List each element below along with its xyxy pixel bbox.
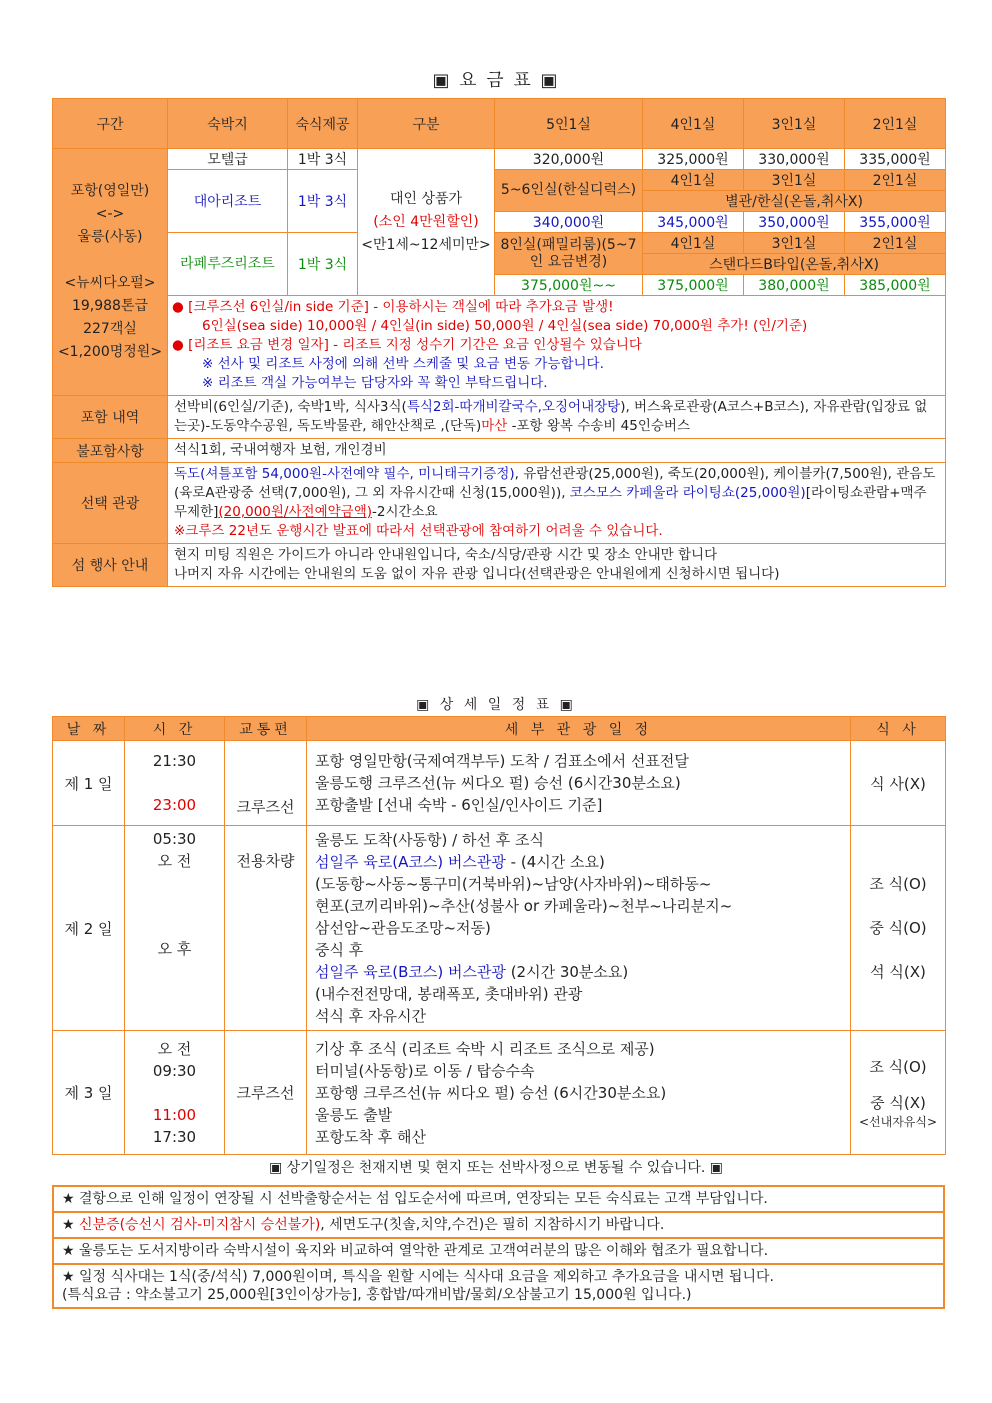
motel-price-4: 325,000원 (643, 149, 744, 170)
header-meal: 식 사 (851, 717, 946, 741)
header-3p: 3인1실 (744, 99, 845, 149)
daari-price-3: 350,000원 (744, 212, 845, 233)
notice-2: ★ 신분증(승선시 검사-미지참시 승선불가), 세면도구(칫솔,치약,수건)은 필히 지참하시기 바랍니다. (53, 1212, 944, 1238)
schedule-title: ▣ 상 세 일 정 표 ▣ (416, 697, 576, 713)
lapeo-h2: 2인1실 (845, 233, 946, 254)
include-content: 선박비(6인실/기준), 숙박1박, 식사3식(특식2회-따개비칼국수,오징어내장탕), 버스육로관광(A코스+B코스), 자유관람(입장료 없는곳)-도동약수공원, 독도박물관, 해안산책로 ,(단독)마산 -포항 왕복 수송비 45인승버스 (168, 396, 946, 439)
lapeo-price-5: 375,000원~~ (495, 275, 643, 296)
header-route: 구간 (53, 99, 168, 149)
guide-label: 섬 행사 안내 (53, 544, 168, 587)
header-meals: 숙식제공 (288, 99, 358, 149)
lapeo-price-3: 380,000원 (744, 275, 845, 296)
header-itinerary: 세 부 관 광 일 정 (307, 717, 851, 741)
lapeo-h3: 3인1실 (744, 233, 845, 254)
day1-transport: 크루즈선 (225, 741, 307, 826)
header-category: 구분 (358, 99, 495, 149)
header-4p: 4인1실 (643, 99, 744, 149)
schedule-footnote: ▣ 상기일정은 천재지변 및 현지 또는 선박사정으로 변동될 수 있습니다. ▣ (268, 1160, 724, 1176)
day1-meal: 식 사(X) (851, 741, 946, 826)
day3-meal: 조 식(O) 중 식(X) <선내자유식> (851, 1031, 946, 1155)
header-lodging: 숙박지 (168, 99, 288, 149)
option-content: 독도(셔틀포함 54,000원-사전예약 필수, 미니태극기증정), 유람선관광(25,000원), 죽도(20,000원), 케이블카(7,500원), 관음도(육로A관광중 선택(7,000원), 그 외 자유시간때 신청(15,000원)), 코스모스 카페울라 라이팅쇼(25,000원)[라이팅쇼관람+맥주무제한](20,000원/사전예약금액)-2시간소요 ※크루즈 22년도 운행시간 발표에 따라서 선택관광에 참여하기 어려울 수 있습니다. (168, 463, 946, 544)
notice-1: ★ 결항으로 인해 일정이 연장될 시 선박출항순서는 섬 입도순서에 따르며, 연장되는 모든 숙식료는 고객 부담입니다. (53, 1186, 944, 1212)
daari-meal: 1박 3식 (288, 170, 358, 233)
page-title: ▣ 요 금 표 ▣ (432, 70, 560, 91)
daari-price-5: 340,000원 (495, 212, 643, 233)
day2-label: 제 2 일 (53, 826, 125, 1031)
lapeo-name: 라페루즈리조트 (168, 233, 288, 296)
lapeo-roomtype: 스탠다드B타입(온돌,취사X) (643, 254, 946, 275)
daari-h3: 3인1실 (744, 170, 845, 191)
day1-label: 제 1 일 (53, 741, 125, 826)
notice-4: ★ 일정 식사대는 1식(중/석식) 7,000원이며, 특식을 원할 시에는 식사대 요금을 제외하고 추가요금을 내시면 됩니다. (특식요금 : 약소불고기 25,000원[3인이상가능], 홍합밥/따개비밥/물회/오삼불고기 15,000원 입니다.) (53, 1264, 944, 1308)
exclude-label: 불포함사항 (53, 439, 168, 463)
daari-h4: 4인1실 (643, 170, 744, 191)
lapeo-price-4: 375,000원 (643, 275, 744, 296)
price-table (52, 98, 946, 587)
daari-name: 대아리조트 (168, 170, 288, 233)
motel-name: 모텔급 (168, 149, 288, 170)
header-2p: 2인1실 (845, 99, 946, 149)
lapeo-room: 8인실(패밀리룸)(5~7인 요금변경) (495, 233, 643, 275)
daari-h2: 2인1실 (845, 170, 946, 191)
day2-meal: 조 식(O) 중 식(O) 석 식(X) (851, 826, 946, 1031)
header-transport: 교통편 (225, 717, 307, 741)
motel-price-3: 330,000원 (744, 149, 845, 170)
header-time: 시 간 (125, 717, 225, 741)
option-label: 선택 관광 (53, 463, 168, 544)
include-label: 포함 내역 (53, 396, 168, 439)
day3-label: 제 3 일 (53, 1031, 125, 1155)
day2-times: 05:30 오 전 오 후 (125, 826, 225, 1031)
lapeo-h4: 4인1실 (643, 233, 744, 254)
category-cell: 대인 상품가 (소인 4만원할인) <만1세~12세미만> (358, 149, 495, 296)
notice-table (52, 1185, 945, 1309)
price-notes: ● [크루즈선 6인실/in side 기준] - 이용하시는 객실에 따라 추가요금 발생! 6인실(sea side) 10,000원 / 4인실(in side) 50,000원 / 4인실(sea side) 70,000원 추가! (인/기준) ● [리조트 요금 변경 일자] - 리조트 지정 성수기 기간은 요금 인상될수 있습니다 ※ 선사 및 리조트 사정에 의해 선박 스케줄 및 요금 변동 가능합니다. ※ 리조트 객실 가능여부는 담당자와 꼭 확인 부탁드립니다. (168, 296, 946, 396)
daari-roomtype: 별관/한실(온돌,취사X) (643, 191, 946, 212)
day2-transport: 전용차량 (225, 826, 307, 1031)
exclude-content: 석식1회, 국내여행자 보험, 개인경비 (168, 439, 946, 463)
daari-price-2: 355,000원 (845, 212, 946, 233)
day1-itinerary: 포항 영일만항(국제여객부두) 도착 / 검표소에서 선표전달 울릉도행 크루즈선(뉴 씨다오 펄) 승선 (6시간30분소요) 포항출발 [선내 숙박 - 6인실/인사이드 기준] (307, 741, 851, 826)
guide-content: 현지 미팅 직원은 가이드가 아니라 안내원입니다, 숙소/식당/관광 시간 및 장소 안내만 합니다 나머지 자유 시간에는 안내원의 도움 없이 자유 관광 입니다(선택관광은 안내원에게 신청하시면 됩니다) (168, 544, 946, 587)
motel-price-5: 320,000원 (495, 149, 643, 170)
day2-itinerary: 울릉도 도착(사동항) / 하선 후 조식 섬일주 육로(A코스) 버스관광 - (4시간 소요) (도동항~사동~통구미(거북바위)~남양(사자바위)~태하동~ 현포(코끼리바위)~추산(성불사 or 카페울라)~천부~나리분지~ 삼선암~관음도조망~저동) 중식 후 섬일주 육로(B코스) 버스관광 (2시간 30분소요) (내수전전망대, 봉래폭포, 촛대바위) 관광 석식 후 자유시간 (307, 826, 851, 1031)
header-5p: 5인1실 (495, 99, 643, 149)
day3-itinerary: 기상 후 조식 (리조트 숙박 시 리조트 조식으로 제공) 터미널(사동항)로 이동 / 탑승수속 포항행 크루즈선(뉴 씨다오 펄) 승선 (6시간30분소요) 울릉도 출발 포항도착 후 해산 (307, 1031, 851, 1155)
motel-price-2: 335,000원 (845, 149, 946, 170)
daari-price-4: 345,000원 (643, 212, 744, 233)
lapeo-meal: 1박 3식 (288, 233, 358, 296)
motel-meal: 1박 3식 (288, 149, 358, 170)
notice-3: ★ 울릉도는 도서지방이라 숙박시설이 육지와 비교하여 열악한 관계로 고객여러분의 많은 이해와 협조가 필요합니다. (53, 1238, 944, 1264)
daari-room: 5~6인실(한실디럭스) (495, 170, 643, 212)
lapeo-price-2: 385,000원 (845, 275, 946, 296)
header-date: 날 짜 (53, 717, 125, 741)
day3-transport: 크루즈선 (225, 1031, 307, 1155)
day3-times: 오 전 09:30 11:00 17:30 (125, 1031, 225, 1155)
day1-times: 21:30 23:00 (125, 741, 225, 826)
route-cell: 포항(영일만) <-> 울릉(사동) <뉴씨다오펄> 19,988톤급 227객실 <1,200명정원> (53, 149, 168, 396)
schedule-table (52, 716, 946, 1155)
